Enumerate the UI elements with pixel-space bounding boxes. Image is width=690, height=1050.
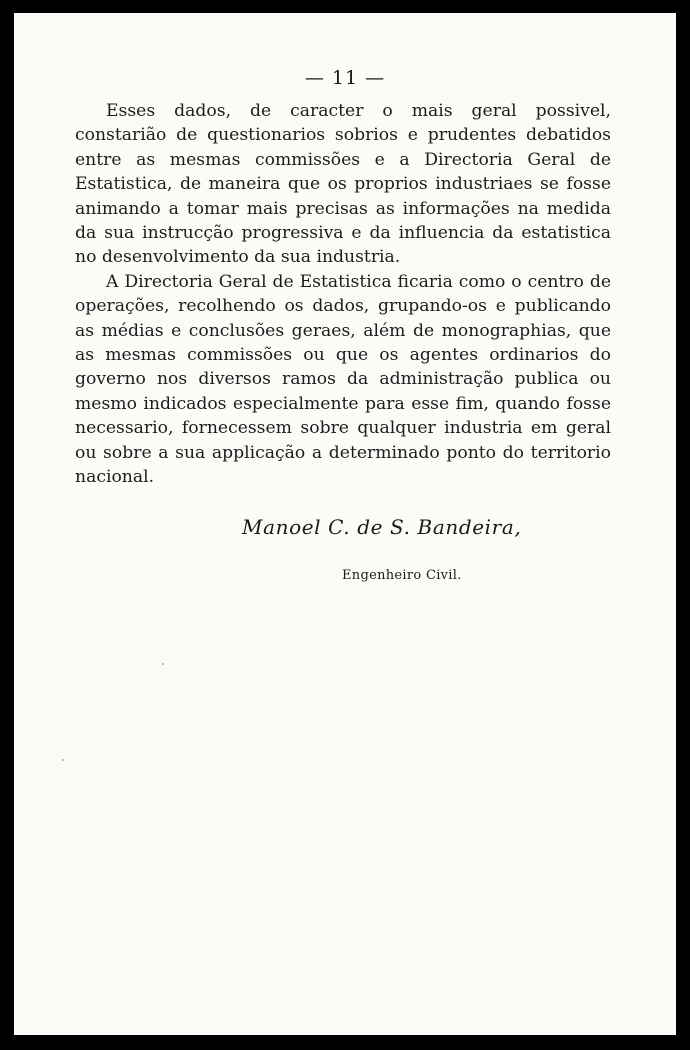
paper-speck — [62, 759, 64, 761]
paragraph: A Directoria Geral de Estatistica ficaria como o centro de operações, recolhendo os dados, grupando-os e publicando as médias e conclusões geraes, além de monographias, que as mesmas commissões ou que os agentes ordinarios do governo nos diversos ramos da administração publica ou mesmo indicados especialmente para esse fim, quando fosse necessario, fornecessem sobre qualquer industria em geral ou sobre a sua applicação a determinado ponto do territorio nacional. — [75, 271, 611, 488]
body-text — [75, 99, 611, 490]
signature-name: Manoel C. de S. Bandeira, — [242, 515, 522, 539]
paper-speck — [162, 663, 164, 665]
paragraph: Esses dados, de caracter o mais geral possivel, constarião de questionarios sobrios e prudentes debatidos entre as mesmas commissões e a Directoria Geral de Estatistica, de maneira que os proprios industriaes se fosse animando a tomar mais precisas as informações na medida da sua instrucção progressiva e da influencia da estatistica no desenvolvimento da sua industria. — [75, 101, 611, 268]
document-page — [14, 13, 676, 1035]
page-number: — 11 — — [304, 67, 386, 89]
signature-title: Engenheiro Civil. — [342, 568, 462, 583]
